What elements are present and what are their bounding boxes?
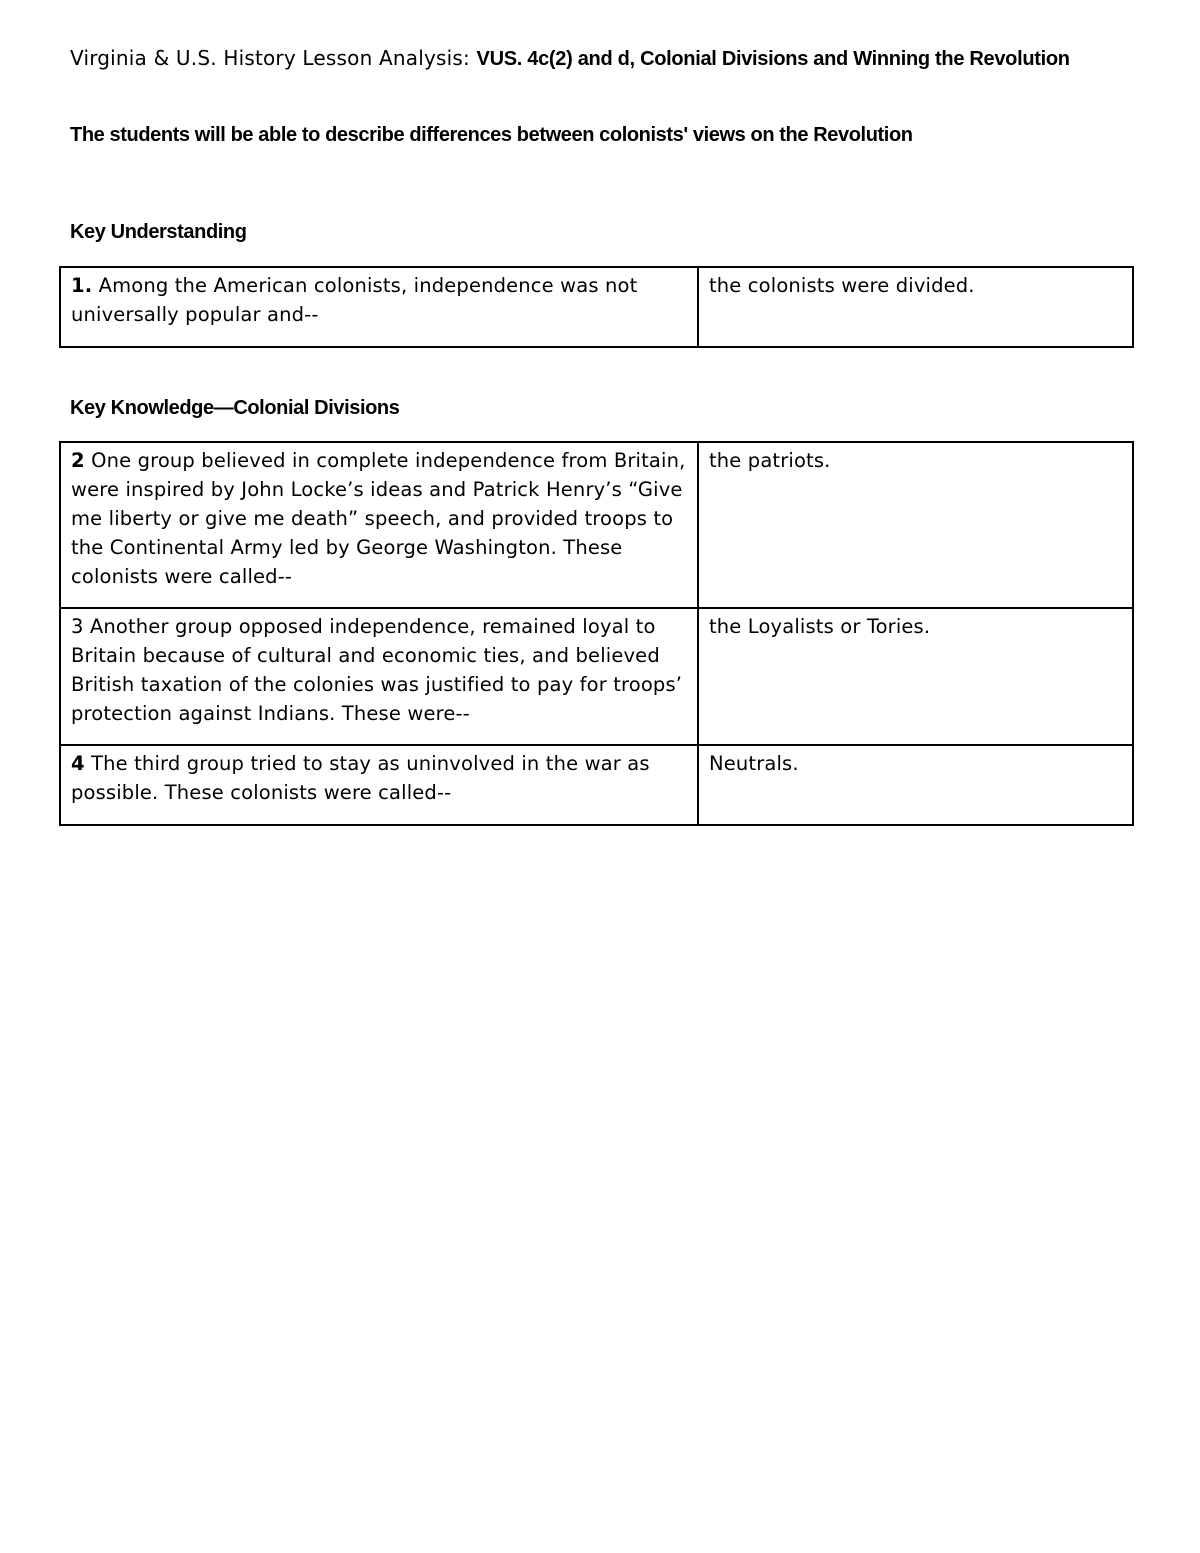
key-knowledge-table xyxy=(59,441,1134,826)
answer-text: the patriots. xyxy=(709,449,831,472)
table-row xyxy=(60,608,1133,745)
table-row xyxy=(60,267,1133,347)
table-row xyxy=(60,745,1133,825)
answer-text: the Loyalists or Tories. xyxy=(709,615,931,638)
table-row xyxy=(60,442,1133,608)
answer-cell xyxy=(698,267,1133,347)
row-number: 4 xyxy=(71,752,85,775)
prompt-cell xyxy=(60,608,698,745)
prompt-text: Another group opposed independence, remained loyal to Britain because of cultural and economic ties, and believed British taxation of the colonies was justified to pay for troops’ protection against Indians. These were-- xyxy=(71,615,683,725)
answer-text: the colonists were divided. xyxy=(709,274,975,297)
answer-cell xyxy=(698,608,1133,745)
answer-cell xyxy=(698,745,1133,825)
prompt-text: One group believed in complete independence from Britain, were inspired by John Locke’s ideas and Patrick Henry’s “Give me liberty or give me death” speech, and provided troops to the Continental Army led by George Washington. These colonists were called-- xyxy=(71,449,686,588)
prompt-cell xyxy=(60,745,698,825)
prompt-text: The third group tried to stay as uninvolved in the war as possible. These colonists were called-- xyxy=(71,752,650,804)
lesson-title xyxy=(70,44,1080,74)
row-number: 2 xyxy=(71,449,85,472)
row-number: 3 xyxy=(71,615,84,638)
key-knowledge-heading: Key Knowledge—Colonial Divisions xyxy=(70,397,400,419)
row-number: 1. xyxy=(71,274,93,297)
lesson-objective: The students will be able to describe differences between colonists' views on the Revolution xyxy=(70,124,913,146)
prompt-text: Among the American colonists, independence was not universally popular and-- xyxy=(71,274,638,326)
prompt-cell xyxy=(60,442,698,608)
key-understanding-heading: Key Understanding xyxy=(70,221,247,243)
lesson-title-standard: VUS. 4c(2) and d, Colonial Divisions and Winning the Revolution xyxy=(476,48,1070,70)
answer-cell xyxy=(698,442,1133,608)
prompt-cell xyxy=(60,267,698,347)
lesson-title-lead: Virginia & U.S. History Lesson Analysis: xyxy=(70,46,477,70)
answer-text: Neutrals. xyxy=(709,752,799,775)
key-understanding-table xyxy=(59,266,1134,348)
